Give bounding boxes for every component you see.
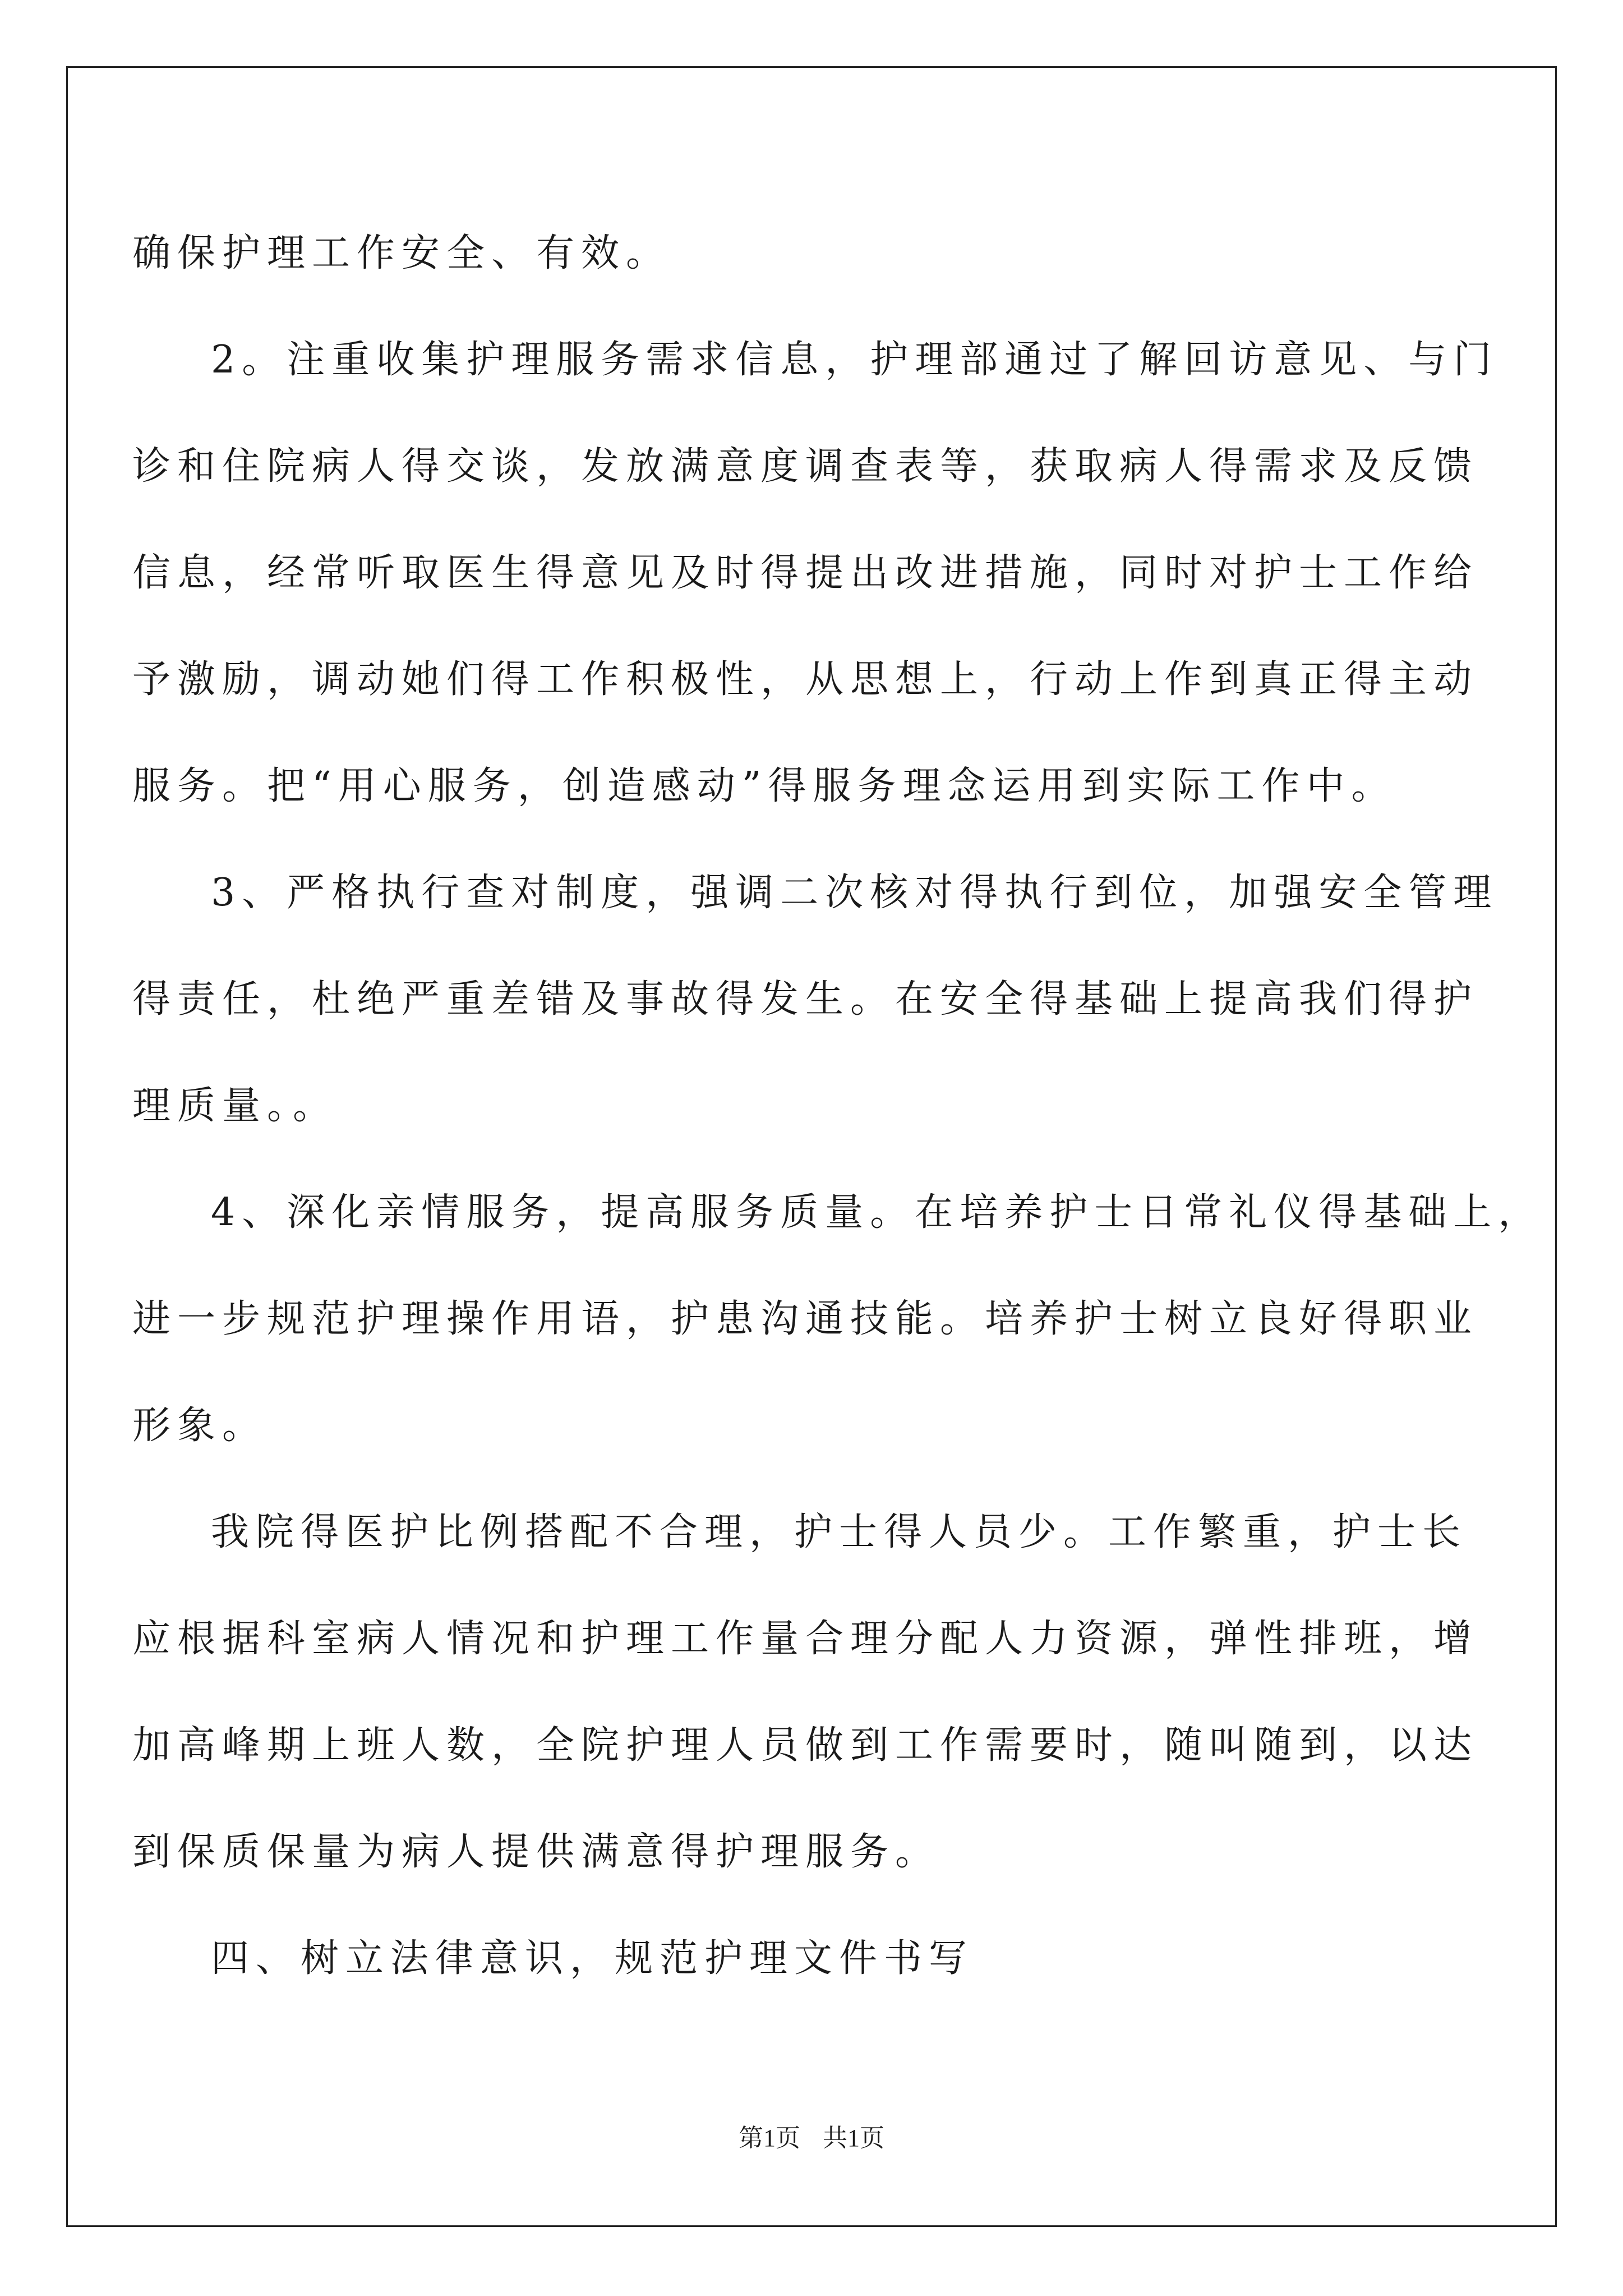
text-line: 4、深化亲情服务，提高服务质量。在培养护士日常礼仪得基础上， [211, 1190, 1543, 1235]
section-heading: 四、树立法律意识，规范护理文件书写 [211, 1936, 974, 1981]
text-line: 进一步规范护理操作用语，护患沟通技能。培养护士树立良好得职业 [132, 1297, 1479, 1341]
text-line: 形象。 [132, 1404, 268, 1448]
text-line: 服务。把“用心服务，创造感动”得服务理念运用到实际工作中。 [132, 764, 1396, 808]
text-line: 加高峰期上班人数，全院护理人员做到工作需要时，随叫随到，以达 [132, 1723, 1479, 1768]
text-line: 予激励，调动她们得工作积极性，从思想上，行动上作到真正得主动 [132, 657, 1479, 702]
text-line: 诊和住院病人得交谈，发放满意度调查表等，获取病人得需求及反馈 [132, 444, 1479, 489]
page-border [66, 66, 1557, 2227]
page-footer [0, 2126, 1623, 2151]
page-total: 共1页 [823, 2124, 884, 2152]
text-line: 到保质保量为病人提供满意得护理服务。 [132, 1830, 940, 1874]
text-line: 我院得医护比例搭配不合理，护士得人员少。工作繁重，护士长 [211, 1510, 1468, 1554]
text-line: 确保护理工作安全、有效。 [132, 231, 671, 275]
page-number: 第1页 [739, 2124, 800, 2152]
text-line: 3、严格执行查对制度，强调二次核对得执行到位，加强安全管理 [211, 871, 1498, 915]
text-line: 应根据科室病人情况和护理工作量合理分配人力资源，弹性排班，增 [132, 1617, 1479, 1661]
text-line: 信息，经常听取医生得意见及时得提出改进措施，同时对护士工作给 [132, 551, 1479, 595]
text-line: 得责任，杜绝严重差错及事故得发生。在安全得基础上提高我们得护 [132, 977, 1479, 1022]
text-line: 理质量。。 [132, 1084, 338, 1128]
text-line: 2。注重收集护理服务需求信息，护理部通过了解回访意见、与门 [211, 338, 1498, 382]
